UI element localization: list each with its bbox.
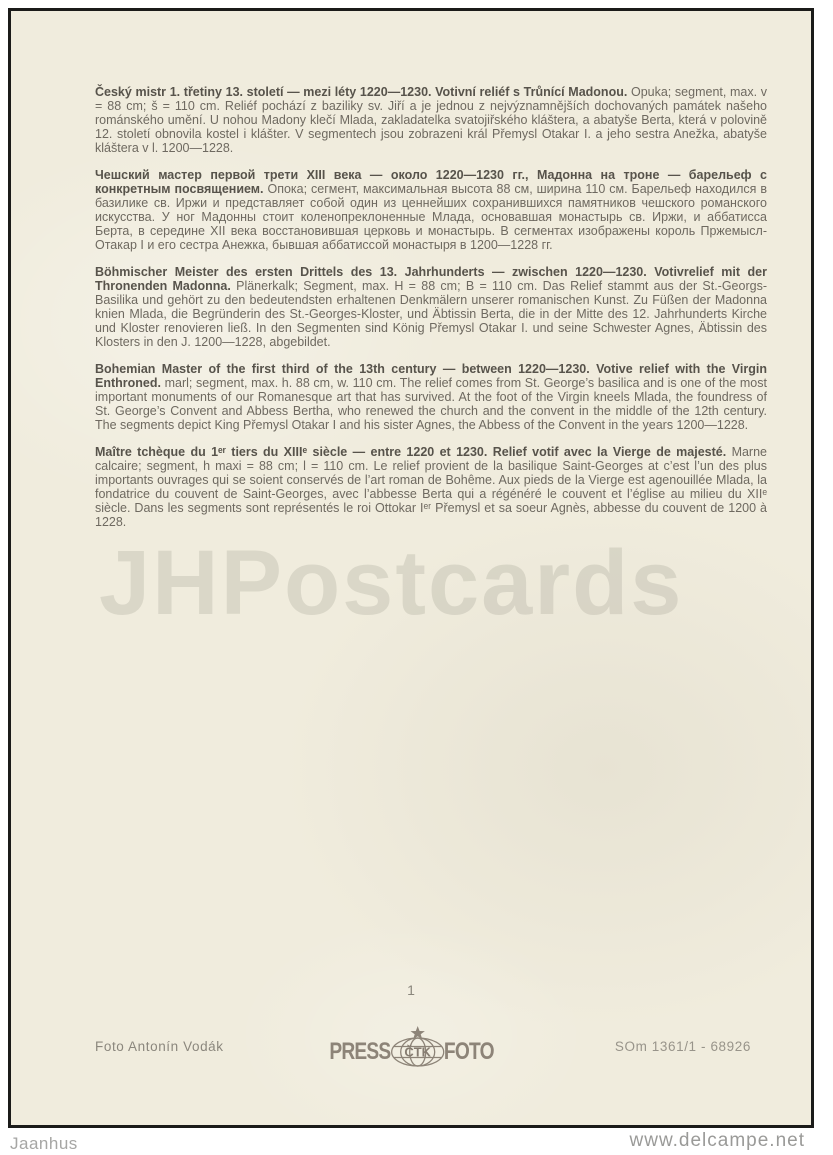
paragraph-czech bbox=[95, 85, 767, 155]
paragraph-text: Marne calcaire; segment, h maxi = 88 cm; l = 110 cm. Le relief provient de la basilique Saint-Georges at c’est l’un des plus importants ouvrages qui se soient conservés de l’art roman de Bohême. Aux pieds de la Vierge est agenouillée Mlada, la fondatrice du couvent de Saint-Georges, avec l’abbesse Berta qui a régénéré le couvent et l’église au milieu du XIIᵉ siècle. Dans les segments sont représentés le roi Ottokar Iᵉʳ Přemysl et sa soeur Agnès, abbesse du couvent de 1200 à 1228. bbox=[95, 445, 767, 529]
paragraph-french bbox=[95, 445, 767, 529]
imprint-row bbox=[11, 1025, 811, 1071]
press-wordmark: PRESS bbox=[329, 1037, 391, 1065]
paragraph-text: Опока; сегмент, максимальная высота 88 см, ширина 110 см. Барельеф находился в базилике св. Иржи и представляет собой один из ценнейших сохранившихся памятников чешского романского искусства. У ног Мадонны стоит коленопреклоненные Млада, основавшая монастырь св. Иржи, и аббатисса Берта, в середине XII века восстановившая церковь и монастырь. В сегментах изображены король Пржемысл-Отакар I и его сестра Анежка, бывшая аббатиссой монастыря в 1200—1228 гг. bbox=[95, 182, 767, 252]
paragraph-lead: Maître tchèque du 1ᵉʳ tiers du XIIIᵉ siècle — entre 1220 et 1230. Relief votif avec la Vierge de majesté. bbox=[95, 445, 727, 459]
agency-initials: ČTK bbox=[404, 1044, 432, 1060]
paragraph-text: Opuka; segment, max. v = 88 cm; š = 110 cm. Reliéf pochází z baziliky sv. Jiří a je jednou z nejvýznamnějších dochovaných památek našeho románského umění. U nohou Madony klečí Mlada, zakladatelka svatojiřského kláštera, a abatyše Berta, která v polovině 12. století obnovila kostel i klášter. V segmentech jsou zobrazeni král Přemysl Otakar I. a jeho sestra Anežka, abatyše kláštera v l. 1200—1228. bbox=[95, 85, 767, 155]
paragraph-german bbox=[95, 265, 767, 349]
star-icon bbox=[411, 1026, 425, 1039]
postcard-back bbox=[8, 8, 814, 1128]
press-ctk-foto-logo bbox=[322, 1025, 501, 1069]
paragraph-lead: Böhmischer Meister des ersten Drittels des 13. Jahrhunderts — zwischen 1220—1230. Votivrelief mit der Thronenden Madonna. bbox=[95, 265, 767, 293]
bottom-right-watermark: www.delcampe.net bbox=[629, 1130, 805, 1151]
paragraph-english bbox=[95, 362, 767, 432]
globe-icon bbox=[390, 1025, 446, 1069]
paragraph-lead: Bohemian Master of the first third of the 13th century — between 1220—1230. Votive relief with the Virgin Enthroned. bbox=[95, 362, 767, 390]
paragraph-lead: Чешский мастер первой трети XIII века — около 1220—1230 гг., Мадонна на троне — барельеф с конкретным посвящением. bbox=[95, 168, 767, 196]
center-watermark: JHPostcards bbox=[99, 532, 684, 634]
catalog-number: SOm 1361/1 - 68926 bbox=[614, 1039, 751, 1054]
paragraph-lead: Český mistr 1. třetiny 13. století — mezi léty 1220—1230. Votivní reliéf s Trůnící Madonou. bbox=[95, 85, 628, 99]
description-text-block bbox=[95, 85, 767, 542]
photo-credit: Foto Antonín Vodák bbox=[95, 1039, 224, 1054]
paragraph-text: Plänerkalk; Segment, max. H = 88 cm; B = 110 cm. Das Relief stammt aus der St.-Georgs-Basilika und gehört zu den bedeutendsten erhaltenen Denkmälern unserer romanischen Kunst. Zu Füßen der Madonna knien Mlada, die Begründerin des St.-Georges-Kloster, und Äbtissin Berta, die in der Mitte des 12. Jahrhunderts Kirche und Kloster renovieren ließ. In den Segmenten sind König Přemysl Otakar I. und seine Schwester Agnes, Äbtissin des Klosters in den J. 1200—1228, abgebildet. bbox=[95, 279, 767, 349]
paragraph-text: marl; segment, max. h. 88 cm, w. 110 cm. The relief comes from St. George’s basilica and is one of the most important monuments of our Romanesque art that has survived. At the foot of the Virgin kneels Mlada, the foundress of St. George’s Convent and Abbess Bertha, who renewed the church and the convent in the middle of the 12th century. The segments depict King Přemysl Otakar I and his sister Agnes, the Abbess of the Convent in the years 1200—1228. bbox=[95, 376, 767, 432]
foto-wordmark: FOTO bbox=[444, 1037, 495, 1065]
page-number: 1 bbox=[407, 982, 415, 998]
bottom-left-watermark: Jaanhus bbox=[10, 1134, 78, 1153]
paragraph-russian bbox=[95, 168, 767, 252]
